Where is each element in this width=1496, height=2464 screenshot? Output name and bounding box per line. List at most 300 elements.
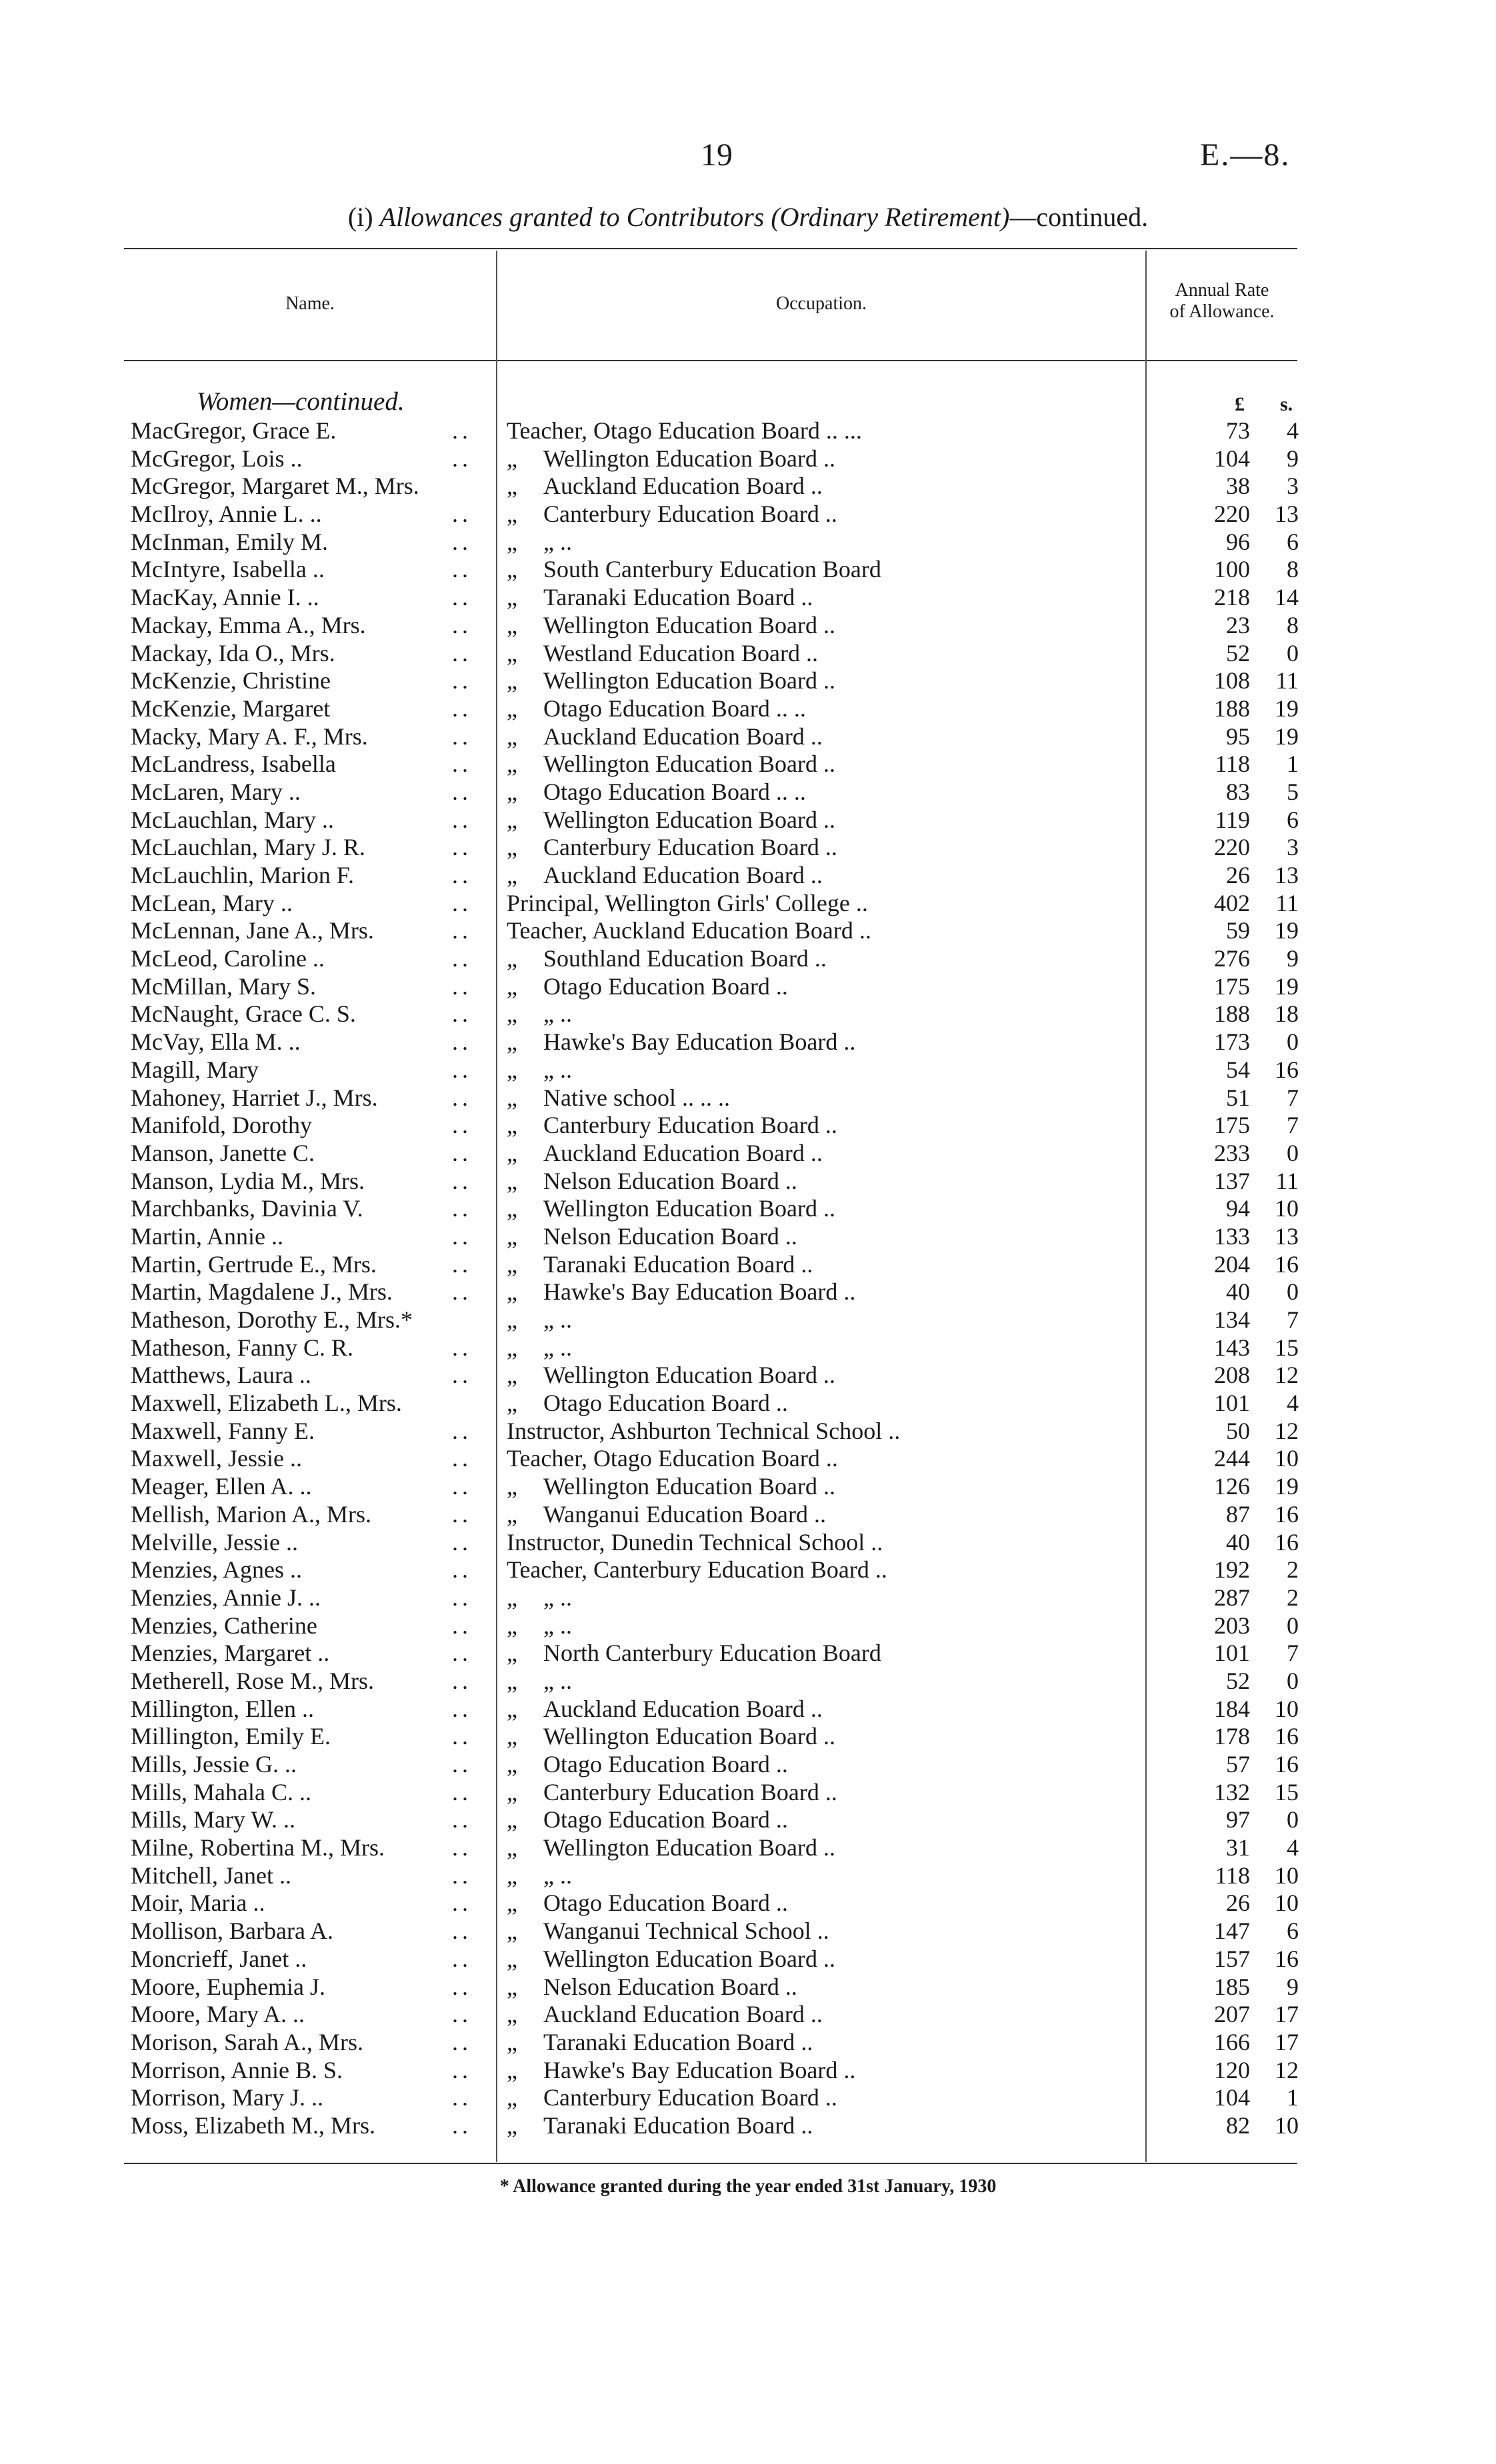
allowance-pounds: 126: [1214, 1473, 1250, 1500]
allowance-pounds: 233: [1214, 1139, 1250, 1166]
occupation: Nelson Education Board ..: [543, 1222, 797, 1250]
occupation-ditto-mark: „: [507, 1167, 517, 1194]
table-row: [0, 973, 1496, 1001]
allowance-pounds: 23: [1226, 611, 1250, 638]
occupation-ditto-mark: „: [507, 473, 517, 500]
allowance-shillings: 16: [1275, 1528, 1299, 1556]
shillings-unit: s.: [1280, 393, 1293, 415]
table-row: [0, 1306, 1496, 1334]
occupation: Otago Education Board ..: [543, 1751, 788, 1778]
table-row: [0, 612, 1496, 640]
table-row: [0, 1112, 1496, 1140]
table-row: [0, 1668, 1496, 1696]
name-leader-dots: ..: [452, 1973, 472, 2000]
name-leader-dots: ..: [452, 1112, 472, 1139]
occupation: Auckland Education Board ..: [543, 1139, 823, 1166]
occupation: Wellington Education Board ..: [543, 445, 836, 472]
table-row: [0, 1334, 1496, 1362]
occupation: Auckland Education Board ..: [543, 722, 823, 750]
allowance-shillings: 19: [1275, 917, 1299, 944]
occupation: Auckland Education Board ..: [543, 473, 823, 500]
occupation: Otago Education Board .. ..: [543, 694, 806, 722]
allowance-pounds: 83: [1226, 778, 1250, 805]
occupation-ditto-mark: „: [507, 1084, 517, 1111]
allowance-pounds: 101: [1214, 1640, 1250, 1667]
occupation: Wellington Education Board ..: [543, 1723, 836, 1750]
name-leader-dots: ..: [452, 778, 472, 805]
allowance-pounds: 94: [1226, 1195, 1250, 1222]
table-row: [0, 1362, 1496, 1390]
contributor-name: Morison, Sarah A., Mrs.: [131, 2028, 363, 2055]
occupation: Hawke's Bay Education Board ..: [543, 2056, 856, 2083]
occupation-ditto-mark: „: [507, 1222, 517, 1250]
allowance-pounds: 104: [1214, 2084, 1250, 2111]
occupation: Nelson Education Board ..: [543, 1973, 797, 2000]
document-reference: E.—8.: [1200, 137, 1291, 173]
allowance-shillings: 18: [1275, 1000, 1299, 1028]
occupation-ditto-mark: „: [507, 1861, 517, 1889]
occupation-ditto-mark: „: [507, 694, 517, 722]
occupation: Otago Education Board ..: [543, 1806, 788, 1834]
name-leader-dots: ..: [452, 1889, 472, 1917]
occupation-ditto-mark: „: [507, 2028, 517, 2055]
allowance-shillings: 6: [1287, 1917, 1299, 1945]
occupation-ditto-mark: „: [507, 1584, 517, 1611]
occupation-ditto-mark: „: [507, 1028, 517, 1056]
table-row: [0, 1278, 1496, 1306]
contributor-name: Martin, Gertrude E., Mrs.: [131, 1250, 377, 1278]
table-row: [0, 750, 1496, 778]
allowance-pounds: 40: [1226, 1528, 1250, 1556]
occupation-ditto-mark: „: [507, 1112, 517, 1139]
contributor-name: Menzies, Annie J. ..: [131, 1584, 321, 1611]
allowance-shillings: 9: [1287, 1973, 1299, 2000]
table-row: [0, 2084, 1496, 2112]
occupation-ditto-mark: „: [507, 1612, 517, 1639]
occupation-ditto-mark: „: [507, 1751, 517, 1778]
allowance-shillings: 11: [1275, 889, 1299, 916]
contributor-name: Morrison, Annie B. S.: [131, 2056, 343, 2083]
allowance-pounds: 104: [1214, 445, 1250, 472]
allowance-shillings: 19: [1275, 972, 1299, 1000]
occupation-ditto-mark: „: [507, 1390, 517, 1417]
contributor-name: McLauchlin, Marion F.: [131, 862, 355, 888]
contributor-name: McGregor, Margaret M., Mrs.: [131, 473, 419, 500]
occupation: Taranaki Education Board ..: [543, 2028, 813, 2055]
allowance-pounds: 119: [1215, 806, 1250, 833]
table-row: [0, 667, 1496, 695]
table-row: [0, 1418, 1496, 1446]
occupation-ditto-mark: „: [507, 445, 517, 472]
contributor-name: Manson, Janette C.: [131, 1139, 315, 1166]
allowance-pounds: 220: [1214, 501, 1250, 528]
allowance-pounds: 97: [1226, 1806, 1250, 1834]
name-leader-dots: ..: [452, 917, 472, 944]
allowance-shillings: 0: [1287, 1278, 1299, 1306]
allowance-shillings: 11: [1275, 1167, 1299, 1194]
section-label: Women—continued.: [197, 387, 405, 416]
contributor-name: McKenzie, Christine: [131, 667, 331, 694]
header-top-rule: [124, 248, 1297, 249]
allowance-pounds: 204: [1214, 1250, 1250, 1278]
rate-header-line2: of Allowance.: [1169, 301, 1275, 322]
contributor-name: McLauchlan, Mary ..: [131, 806, 334, 833]
column-header-name: Name.: [285, 293, 335, 314]
allowance-shillings: 0: [1287, 639, 1299, 666]
table-row: [0, 445, 1496, 473]
allowance-shillings: 6: [1287, 528, 1299, 555]
allowance-shillings: 11: [1275, 667, 1299, 694]
allowance-shillings: 7: [1287, 1112, 1299, 1139]
table-row: [0, 1917, 1496, 1945]
table-row: [0, 584, 1496, 612]
contributor-name: McLeod, Caroline ..: [131, 945, 325, 972]
allowance-pounds: 175: [1214, 1112, 1250, 1139]
allowance-pounds: 26: [1226, 862, 1250, 888]
contributor-name: McVay, Ella M. ..: [131, 1028, 301, 1056]
allowance-shillings: 4: [1287, 1390, 1299, 1417]
contributor-name: Moir, Maria ..: [131, 1889, 265, 1917]
contributor-name: McIntyre, Isabella ..: [131, 556, 325, 583]
table-row: [0, 2001, 1496, 2029]
allowance-pounds: 143: [1214, 1334, 1250, 1361]
occupation: „ ..: [543, 528, 572, 555]
contributor-name: Mills, Mahala C. ..: [131, 1778, 311, 1806]
allowance-pounds: 57: [1226, 1751, 1250, 1778]
pounds-unit: £: [1235, 393, 1245, 415]
name-leader-dots: ..: [452, 417, 472, 444]
name-leader-dots: ..: [452, 722, 472, 750]
occupation-ditto-mark: „: [507, 1667, 517, 1694]
table-row: [0, 1612, 1496, 1640]
table-row: [0, 1556, 1496, 1584]
allowance-shillings: 0: [1287, 1667, 1299, 1694]
contributor-name: Millington, Ellen ..: [131, 1695, 314, 1722]
occupation: Canterbury Education Board ..: [543, 834, 837, 861]
contributor-name: Moss, Elizabeth M., Mrs.: [131, 2111, 375, 2139]
allowance-pounds: 220: [1214, 834, 1250, 861]
table-row: [0, 1056, 1496, 1084]
occupation: Southland Education Board ..: [543, 945, 827, 972]
occupation-ditto-mark: „: [507, 639, 517, 666]
contributor-name: Magill, Mary: [131, 1056, 259, 1083]
allowance-shillings: 1: [1287, 2084, 1299, 2111]
name-leader-dots: ..: [452, 1806, 472, 1834]
occupation-ditto-mark: „: [507, 1362, 517, 1389]
contributor-name: Matheson, Dorothy E., Mrs.*: [131, 1306, 413, 1333]
name-leader-dots: ..: [452, 1000, 472, 1028]
name-leader-dots: ..: [452, 1834, 472, 1861]
table-row: [0, 1195, 1496, 1223]
contributor-name: McLaren, Mary ..: [131, 778, 301, 805]
occupation-ditto-mark: „: [507, 722, 517, 750]
occupation-ditto-mark: „: [507, 1500, 517, 1528]
name-leader-dots: ..: [452, 1028, 472, 1056]
allowance-pounds: 192: [1214, 1556, 1250, 1584]
occupation-ditto-mark: „: [507, 1778, 517, 1806]
contributor-name: Mahoney, Harriet J., Mrs.: [131, 1084, 378, 1111]
table-row: [0, 640, 1496, 668]
occupation: Taranaki Education Board ..: [543, 1250, 813, 1278]
allowance-pounds: 185: [1214, 1973, 1250, 2000]
occupation-ditto-mark: „: [507, 2056, 517, 2083]
allowance-shillings: 8: [1287, 611, 1299, 638]
column-header-occupation: Occupation.: [775, 293, 867, 314]
name-leader-dots: ..: [452, 667, 472, 694]
contributor-name: MacKay, Annie I. ..: [131, 584, 319, 611]
allowance-shillings: 1: [1287, 750, 1299, 778]
table-row: [0, 1473, 1496, 1501]
occupation-ditto-mark: „: [507, 834, 517, 861]
allowance-pounds: 118: [1215, 750, 1250, 778]
name-leader-dots: ..: [452, 1445, 472, 1472]
occupation: „ ..: [543, 1861, 572, 1889]
table-row: [0, 1140, 1496, 1168]
table-row: [0, 695, 1496, 723]
allowance-shillings: 19: [1275, 1473, 1299, 1500]
table-row: [0, 1862, 1496, 1890]
contributor-name: McGregor, Lois ..: [131, 445, 303, 472]
name-leader-dots: ..: [452, 1056, 472, 1083]
name-leader-dots: ..: [452, 1778, 472, 1806]
table-row: [0, 1696, 1496, 1724]
table-row: [0, 1028, 1496, 1056]
occupation-ditto-mark: „: [507, 972, 517, 1000]
allowance-pounds: 26: [1226, 1889, 1250, 1917]
occupation-ditto-mark: „: [507, 1473, 517, 1500]
occupation: Instructor, Ashburton Technical School ..: [507, 1417, 901, 1444]
allowance-pounds: 54: [1226, 1056, 1250, 1083]
allowance-pounds: 31: [1226, 1834, 1250, 1861]
occupation-ditto-mark: „: [507, 1723, 517, 1750]
table-row: [0, 862, 1496, 890]
occupation: Wellington Education Board ..: [543, 1945, 836, 1972]
contributor-name: Morrison, Mary J. ..: [131, 2084, 323, 2111]
name-leader-dots: ..: [452, 556, 472, 583]
name-leader-dots: ..: [452, 2084, 472, 2111]
contributor-name: Maxwell, Elizabeth L., Mrs.: [131, 1390, 402, 1417]
occupation-ditto-mark: „: [507, 862, 517, 888]
name-leader-dots: ..: [452, 1861, 472, 1889]
contributor-name: McInman, Emily M.: [131, 528, 328, 555]
name-leader-dots: ..: [452, 945, 472, 972]
occupation-ditto-mark: „: [507, 501, 517, 528]
allowance-pounds: 52: [1226, 1667, 1250, 1694]
occupation-ditto-mark: „: [507, 2111, 517, 2139]
name-leader-dots: ..: [452, 2111, 472, 2139]
table-row: [0, 1834, 1496, 1862]
occupation-ditto-mark: „: [507, 2001, 517, 2028]
table-row: [0, 1168, 1496, 1196]
occupation: South Canterbury Education Board: [543, 556, 881, 583]
table-row: [0, 834, 1496, 862]
name-leader-dots: ..: [452, 1473, 472, 1500]
occupation: „ ..: [543, 1667, 572, 1694]
contributor-name: Moore, Euphemia J.: [131, 1973, 325, 2000]
contributor-name: McLauchlan, Mary J. R.: [131, 834, 365, 861]
allowance-shillings: 12: [1275, 2056, 1299, 2083]
allowance-pounds: 244: [1214, 1445, 1250, 1472]
allowance-pounds: 157: [1214, 1945, 1250, 1972]
allowance-shillings: 17: [1275, 2001, 1299, 2028]
occupation: Westland Education Board ..: [543, 639, 818, 666]
occupation: „ ..: [543, 1334, 572, 1361]
name-leader-dots: ..: [452, 528, 472, 555]
occupation-ditto-mark: „: [507, 2084, 517, 2111]
allowance-pounds: 52: [1226, 639, 1250, 666]
allowance-shillings: 0: [1287, 1612, 1299, 1639]
occupation: Auckland Education Board ..: [543, 1695, 823, 1722]
contributor-name: Melville, Jessie ..: [131, 1528, 298, 1556]
contributor-name: Manifold, Dorothy: [131, 1112, 312, 1139]
table-row: [0, 1584, 1496, 1612]
allowance-shillings: 15: [1275, 1778, 1299, 1806]
allowance-shillings: 17: [1275, 2028, 1299, 2055]
allowance-shillings: 16: [1275, 1250, 1299, 1278]
occupation: Principal, Wellington Girls' College ..: [507, 889, 868, 916]
name-leader-dots: ..: [452, 1695, 472, 1722]
allowance-table-body: [0, 417, 1496, 2140]
name-leader-dots: ..: [452, 1917, 472, 1945]
name-leader-dots: ..: [452, 1945, 472, 1972]
occupation-ditto-mark: „: [507, 778, 517, 805]
contributor-name: Menzies, Margaret ..: [131, 1640, 330, 1667]
allowance-pounds: 208: [1214, 1362, 1250, 1389]
allowance-pounds: 51: [1226, 1084, 1250, 1111]
allowance-shillings: 16: [1275, 1056, 1299, 1083]
allowance-shillings: 3: [1287, 473, 1299, 500]
table-row: [0, 1640, 1496, 1668]
occupation-ditto-mark: „: [507, 1695, 517, 1722]
allowance-shillings: 2: [1287, 1556, 1299, 1584]
allowance-pounds: 402: [1214, 889, 1250, 916]
table-row: [0, 1251, 1496, 1279]
caption-prefix: (i): [347, 202, 380, 232]
table-row: [0, 2057, 1496, 2085]
occupation: Hawke's Bay Education Board ..: [543, 1278, 856, 1306]
table-row: [0, 945, 1496, 973]
table-row: [0, 417, 1496, 445]
allowance-shillings: 13: [1275, 1222, 1299, 1250]
occupation: Teacher, Otago Education Board ..: [507, 1445, 838, 1472]
contributor-name: Mackay, Ida O., Mrs.: [131, 639, 335, 666]
table-row: [0, 529, 1496, 557]
allowance-shillings: 10: [1275, 1889, 1299, 1917]
occupation: Hawke's Bay Education Board ..: [543, 1028, 856, 1056]
name-leader-dots: ..: [452, 1139, 472, 1166]
name-leader-dots: ..: [452, 1167, 472, 1194]
name-leader-dots: ..: [452, 889, 472, 916]
allowance-pounds: 87: [1226, 1500, 1250, 1528]
occupation-ditto-mark: „: [507, 1195, 517, 1222]
occupation: Otago Education Board ..: [543, 1390, 788, 1417]
table-row: [0, 1723, 1496, 1751]
allowance-shillings: 6: [1287, 806, 1299, 833]
allowance-shillings: 3: [1287, 834, 1299, 861]
allowance-shillings: 10: [1275, 1195, 1299, 1222]
occupation: Otago Education Board ..: [543, 1889, 788, 1917]
occupation-ditto-mark: „: [507, 1250, 517, 1278]
name-leader-dots: ..: [452, 639, 472, 666]
allowance-pounds: 118: [1215, 1861, 1250, 1889]
allowance-shillings: 2: [1287, 1584, 1299, 1611]
occupation: Wanganui Education Board ..: [543, 1500, 826, 1528]
header-bottom-rule: [124, 360, 1297, 361]
contributor-name: Macky, Mary A. F., Mrs.: [131, 722, 368, 750]
name-leader-dots: ..: [452, 501, 472, 528]
occupation: Otago Education Board ..: [543, 972, 788, 1000]
occupation-ditto-mark: „: [507, 806, 517, 833]
contributor-name: McNaught, Grace C. S.: [131, 1000, 356, 1028]
occupation-ditto-mark: „: [507, 1640, 517, 1667]
occupation: Wellington Education Board ..: [543, 1834, 836, 1861]
allowance-shillings: 0: [1287, 1806, 1299, 1834]
contributor-name: MacGregor, Grace E.: [131, 417, 337, 444]
allowance-shillings: 10: [1275, 1695, 1299, 1722]
occupation-ditto-mark: „: [507, 1973, 517, 2000]
contributor-name: McKenzie, Margaret: [131, 694, 331, 722]
table-row: [0, 1945, 1496, 1973]
allowance-shillings: 8: [1287, 556, 1299, 583]
occupation: Wanganui Technical School ..: [543, 1917, 829, 1945]
allowance-pounds: 108: [1214, 667, 1250, 694]
column-header-rate: [1147, 280, 1297, 323]
name-leader-dots: ..: [452, 1500, 472, 1528]
occupation: Wellington Education Board ..: [543, 667, 836, 694]
allowance-pounds: 101: [1214, 1390, 1250, 1417]
allowance-pounds: 207: [1214, 2001, 1250, 2028]
contributor-name: McLean, Mary ..: [131, 889, 293, 916]
occupation: „ ..: [543, 1000, 572, 1028]
occupation: Instructor, Dunedin Technical School ..: [507, 1528, 883, 1556]
occupation-ditto-mark: „: [507, 1056, 517, 1083]
allowance-pounds: 188: [1214, 694, 1250, 722]
occupation: Taranaki Education Board ..: [543, 2111, 813, 2139]
allowance-pounds: 100: [1214, 556, 1250, 583]
caption-suffix: —continued.: [1009, 202, 1149, 232]
occupation-ditto-mark: „: [507, 1834, 517, 1861]
occupation: „ ..: [543, 1056, 572, 1083]
occupation: Teacher, Auckland Education Board ..: [507, 917, 871, 944]
name-leader-dots: ..: [452, 584, 472, 611]
table-row: [0, 1390, 1496, 1418]
contributor-name: Meager, Ellen A. ..: [131, 1473, 312, 1500]
allowance-pounds: 82: [1226, 2111, 1250, 2139]
occupation: Wellington Education Board ..: [543, 1362, 836, 1389]
contributor-name: Metherell, Rose M., Mrs.: [131, 1667, 374, 1694]
contributor-name: Maxwell, Fanny E.: [131, 1417, 315, 1444]
name-leader-dots: ..: [452, 1751, 472, 1778]
table-row: [0, 1529, 1496, 1557]
table-row: [0, 1973, 1496, 2001]
contributor-name: Martin, Magdalene J., Mrs.: [131, 1278, 393, 1306]
table-row: [0, 501, 1496, 529]
name-leader-dots: ..: [452, 2056, 472, 2083]
allowance-pounds: 175: [1214, 972, 1250, 1000]
name-leader-dots: ..: [452, 972, 472, 1000]
contributor-name: McLennan, Jane A., Mrs.: [131, 917, 374, 944]
contributor-name: Maxwell, Jessie ..: [131, 1445, 302, 1472]
occupation-ditto-mark: „: [507, 1000, 517, 1028]
name-leader-dots: ..: [452, 1723, 472, 1750]
allowance-shillings: 15: [1275, 1334, 1299, 1361]
name-leader-dots: ..: [452, 806, 472, 833]
table-caption: [0, 201, 1496, 233]
contributor-name: Mills, Jessie G. ..: [131, 1751, 297, 1778]
allowance-shillings: 10: [1275, 1445, 1299, 1472]
occupation: Otago Education Board .. ..: [543, 778, 806, 805]
name-leader-dots: ..: [452, 1084, 472, 1111]
